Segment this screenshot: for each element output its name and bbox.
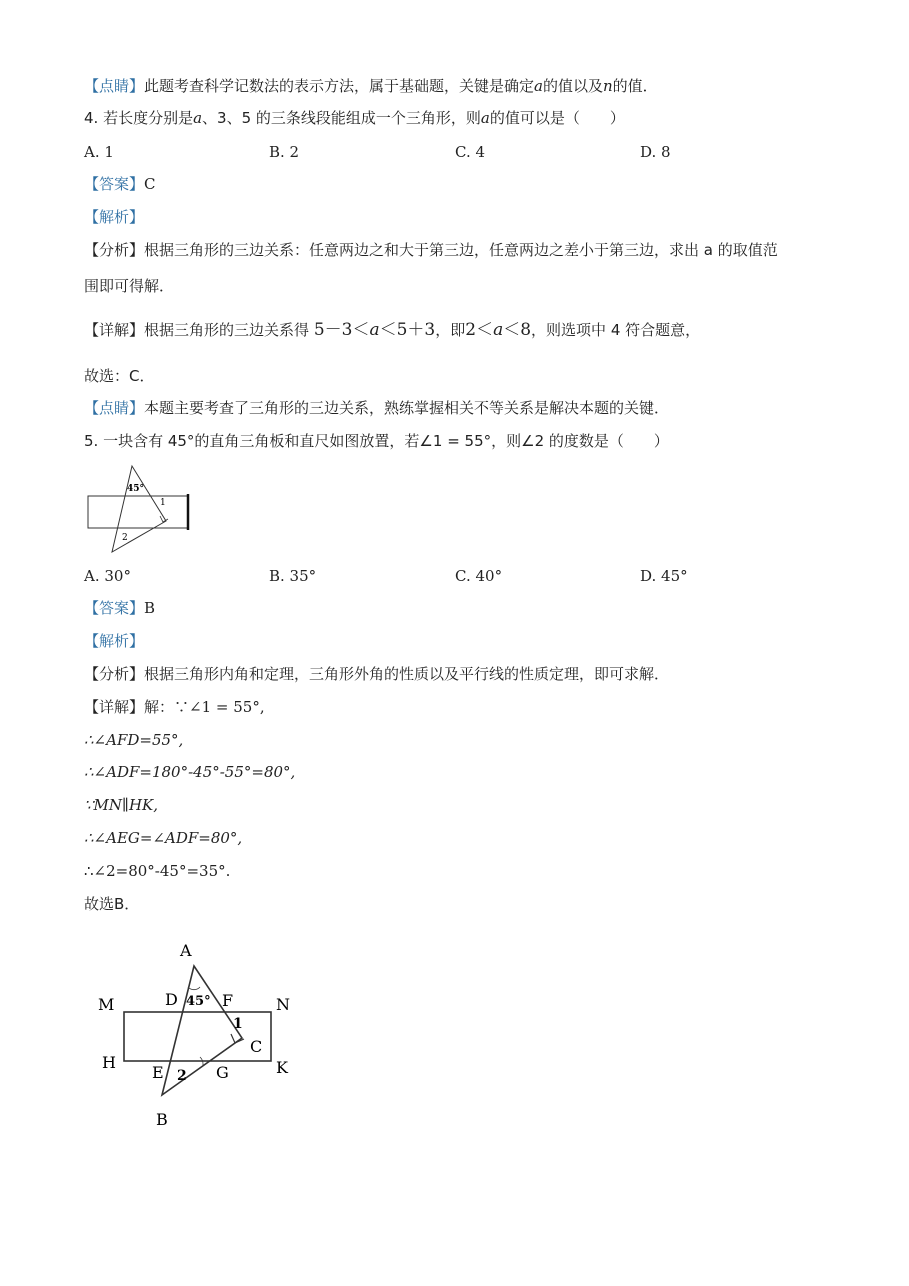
text-span: 根据三角形的三边关系：任意两边之和大于第三边，任意两边之差小于第三边，求出 a 的取值范 xyxy=(144,241,778,259)
text-span: ＜8 xyxy=(503,320,532,340)
analysis-tag: 【分析】 xyxy=(84,665,145,683)
text-span: 的值． xyxy=(612,77,658,95)
text-span: 本题主要考查了三角形的三边关系，熟练掌握相关不等关系是解决本题的关键． xyxy=(144,399,670,417)
q3-comment xyxy=(84,76,658,96)
q4-analysis-line1 xyxy=(84,240,778,260)
q5-option-b[interactable]: B. 35° xyxy=(269,567,317,585)
text-span: 根据三角形的三边关系得 xyxy=(144,321,310,339)
text-span: 2＜ xyxy=(465,320,494,340)
q5-analysis-tag: 【解析】 xyxy=(84,632,145,650)
q5-stem: 5. 一块含有 45°的直角三角板和直尺如图放置，若∠1 = 55°，则∠2 的度数是（ ） xyxy=(84,432,669,450)
point-d-label: D xyxy=(165,990,178,1009)
q5-option-a[interactable]: A. 30° xyxy=(84,567,131,585)
q4-option-b[interactable]: B. 2 xyxy=(269,143,300,161)
comment-tag: 【点睛】 xyxy=(84,399,145,417)
point-e-label: E xyxy=(152,1063,164,1082)
text-span: 4. 若长度分别是 xyxy=(84,109,194,127)
answer-value: B xyxy=(144,599,156,617)
var-a: a xyxy=(493,320,504,340)
point-b-label: B xyxy=(156,1110,168,1129)
text-span: 5－3＜ xyxy=(313,320,370,340)
answer-tag: 【答案】 xyxy=(84,599,145,617)
var-a: a xyxy=(534,77,543,95)
ruler-rect xyxy=(88,496,188,528)
angle-1-label: 1 xyxy=(233,1016,243,1032)
point-n-label: N xyxy=(276,995,290,1014)
q5-conclude: 故选B． xyxy=(84,895,140,913)
q5-step-1: ∴∠AFD=55°, xyxy=(84,731,184,749)
text-span: ，即 xyxy=(435,321,466,339)
point-f-label: F xyxy=(222,991,234,1010)
text-span: ，则选项中 4 符合题意， xyxy=(531,321,701,339)
comment-tag: 【点睛】 xyxy=(84,77,145,95)
analysis-tag: 【分析】 xyxy=(84,241,145,259)
point-m-label: M xyxy=(98,995,115,1014)
q5-step-2: ∴∠ADF=180°-45°-55°=80°, xyxy=(84,763,296,781)
angle-45-label: 45° xyxy=(127,484,145,494)
var-a: a xyxy=(369,320,380,340)
answer-value: C xyxy=(144,175,156,193)
triangle xyxy=(112,466,166,552)
text-span: 根据三角形内角和定理，三角形外角的性质以及平行线的性质定理，即可求解． xyxy=(144,665,670,683)
q4-answer xyxy=(84,174,156,194)
q4-option-d[interactable]: D. 8 xyxy=(640,143,671,161)
point-k-label: K xyxy=(276,1058,288,1077)
angle-2-label: 2 xyxy=(177,1068,187,1084)
q5-analysis xyxy=(84,664,669,684)
point-g-label: G xyxy=(216,1063,229,1082)
q4-conclude: 故选：C． xyxy=(84,367,155,385)
point-h-label: H xyxy=(102,1053,116,1072)
inequality-1 xyxy=(314,320,435,340)
q4-option-c[interactable]: C. 4 xyxy=(455,143,486,161)
q5-detail xyxy=(84,697,265,717)
q5-option-d[interactable]: D. 45° xyxy=(640,567,688,585)
angle-1-label: 1 xyxy=(160,498,166,508)
var-a: a xyxy=(193,109,203,127)
var-a: a xyxy=(480,109,490,127)
text-span: ＜5＋3 xyxy=(379,320,436,340)
text-span: 的值可以是（ ） xyxy=(489,109,625,127)
text-span: 此题考查科学记数法的表示方法，属于基础题，关键是确定 xyxy=(144,77,535,95)
text-span: 解：∵∠1 = 55°, xyxy=(144,698,265,716)
var-n: n xyxy=(603,77,613,95)
point-a-label: A xyxy=(180,941,192,960)
q5-figure-large xyxy=(90,935,310,1130)
ruler-rect xyxy=(124,1012,271,1061)
inequality-2 xyxy=(465,320,531,340)
triangle xyxy=(162,966,242,1095)
answer-tag: 【答案】 xyxy=(84,175,145,193)
q4-analysis-line2: 围即可得解． xyxy=(84,277,175,295)
angle-2-label: 2 xyxy=(122,533,128,543)
text-span: 的值以及 xyxy=(542,77,603,95)
q5-step-4: ∴∠AEG=∠ADF=80°, xyxy=(84,829,243,847)
detail-tag: 【详解】 xyxy=(84,698,145,716)
q5-step-5: ∴∠2=80°-45°=35°. xyxy=(84,862,231,880)
q5-answer xyxy=(84,598,155,618)
q4-stem xyxy=(84,108,625,128)
q5-figure-small xyxy=(84,460,194,556)
q4-comment xyxy=(84,398,669,418)
angle-arc-a xyxy=(188,987,200,990)
text-span: 、3、5 的三条线段能组成一个三角形，则 xyxy=(202,109,481,127)
q4-detail xyxy=(84,320,700,340)
q5-option-c[interactable]: C. 40° xyxy=(455,567,503,585)
q4-option-a[interactable]: A. 1 xyxy=(84,143,114,161)
angle-45-label: 45° xyxy=(186,994,211,1009)
detail-tag: 【详解】 xyxy=(84,321,145,339)
q5-step-3: ∵MN∥HK, xyxy=(84,796,159,814)
q4-analysis-tag: 【解析】 xyxy=(84,208,145,226)
point-c-label: C xyxy=(250,1037,263,1056)
